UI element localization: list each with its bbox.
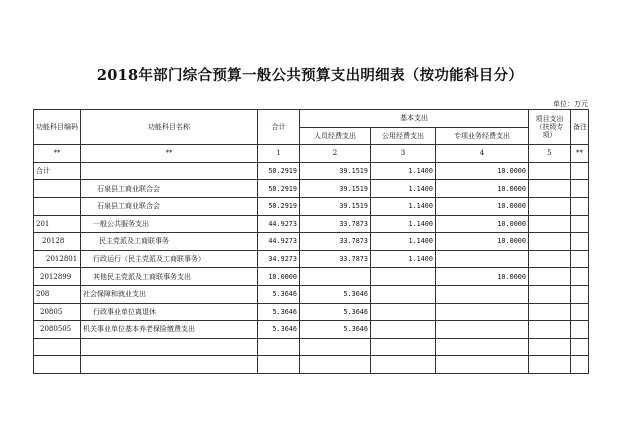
document-title: 2018年部门综合预算一般公共预算支出明细表（按功能科目分） [96,67,524,84]
row-personnel-cell: 39.1519 [300,197,371,215]
row-code-cell: 合计 [34,162,81,180]
row-personnel-cell: 5.3646 [300,285,371,303]
row-project-cell [529,162,571,180]
header-row-1 [34,110,589,128]
index-cell: 2 [300,145,371,163]
row-code-cell: 20128 [34,233,81,251]
table-row [34,285,589,303]
row-personnel-cell: 39.1519 [300,162,371,180]
index-cell: 4 [436,145,529,163]
budget-table [33,109,589,374]
row-special-cell: 10.0000 [436,197,529,215]
row-special-cell [436,250,529,268]
row-project-cell [529,233,571,251]
row-name-cell: 民主党派及工商联事务 [81,233,258,251]
row-total-cell: 44.9273 [258,233,300,251]
blank-row [34,338,589,356]
row-remark-cell [571,180,589,198]
row-code-cell: 201 [34,215,81,233]
blank-row [34,356,589,374]
row-special-cell [436,285,529,303]
header-public: 公用经费支出 [371,127,436,145]
index-cell: ** [34,145,81,163]
row-personnel-cell: 5.3646 [300,303,371,321]
row-name-cell: 行政事业单位离退休 [81,303,258,321]
row-code-cell [34,180,81,198]
row-remark-cell [571,215,589,233]
header-code: 功能科目编码 [34,110,81,145]
table-row [34,250,589,268]
blank-rows [34,338,589,373]
row-code-cell: 2012801 [34,250,81,268]
index-row [34,145,589,163]
row-project-cell [529,285,571,303]
header-total: 合计 [258,110,300,145]
table-row [34,268,589,286]
row-remark-cell [571,250,589,268]
row-public-cell: 1.1400 [371,180,436,198]
row-total-cell: 5.3646 [258,285,300,303]
row-name-cell: 社会保障和就业支出 [81,285,258,303]
row-personnel-cell: 33.7873 [300,233,371,251]
row-remark-cell [571,321,589,339]
row-public-cell: 1.1400 [371,215,436,233]
row-code-cell: 2012899 [34,268,81,286]
row-code-cell: 2080505 [34,321,81,339]
table-row [34,303,589,321]
table-row [34,180,589,198]
row-personnel-cell: 39.1519 [300,180,371,198]
row-personnel-cell: 33.7873 [300,250,371,268]
header-basic: 基本支出 [300,110,529,128]
row-name-cell: 其他民主党派及工商联事务支出 [81,268,258,286]
table-row [34,197,589,215]
row-public-cell [371,285,436,303]
row-special-cell: 10.0000 [436,233,529,251]
row-project-cell [529,250,571,268]
row-total-cell: 10.0000 [258,268,300,286]
row-total-cell: 5.3646 [258,303,300,321]
row-public-cell: 1.1400 [371,197,436,215]
row-special-cell: 10.0000 [436,180,529,198]
row-name-cell: 行政运行（民主党派及工商联事务） [81,250,258,268]
row-project-cell [529,303,571,321]
header-project: 项目支出（扶级专项） [529,110,571,145]
header-name: 功能科目名称 [81,110,258,145]
row-name-cell: 机关事业单位基本养老保险缴费支出 [81,321,258,339]
row-special-cell: 10.0000 [436,215,529,233]
row-remark-cell [571,197,589,215]
row-remark-cell [571,233,589,251]
row-public-cell: 1.1400 [371,162,436,180]
row-project-cell [529,197,571,215]
row-public-cell [371,268,436,286]
row-total-cell: 44.9273 [258,215,300,233]
table-row [34,215,589,233]
row-personnel-cell: 5.3646 [300,321,371,339]
row-code-cell: 208 [34,285,81,303]
row-special-cell: 10.0000 [436,268,529,286]
row-personnel-cell [300,268,371,286]
row-project-cell [529,180,571,198]
index-cell: 3 [371,145,436,163]
header-remark: 备注 [571,110,589,145]
row-project-cell [529,268,571,286]
table-row [34,233,589,251]
row-public-cell [371,321,436,339]
row-total-cell: 34.9273 [258,250,300,268]
row-personnel-cell: 33.7873 [300,215,371,233]
row-special-cell [436,321,529,339]
row-remark-cell [571,285,589,303]
row-remark-cell [571,268,589,286]
row-code-cell: 20805 [34,303,81,321]
row-name-cell: 石泉县工商业联合会 [81,180,258,198]
row-name-cell: 一般公共服务支出 [81,215,258,233]
row-name-cell: 石泉县工商业联合会 [81,197,258,215]
row-public-cell: 1.1400 [371,233,436,251]
index-cell: ** [571,145,589,163]
table-body [34,162,589,338]
row-special-cell [436,303,529,321]
row-special-cell: 10.0000 [436,162,529,180]
index-cell: ** [81,145,258,163]
header-special: 专项业务经费支出 [436,127,529,145]
row-total-cell: 50.2919 [258,162,300,180]
row-project-cell [529,321,571,339]
row-remark-cell [571,303,589,321]
header-personnel: 人员经费支出 [300,127,371,145]
row-code-cell [34,197,81,215]
row-total-cell: 50.2919 [258,180,300,198]
unit-label: 单位：万元 [553,100,588,108]
table-row [34,321,589,339]
row-total-cell: 5.3646 [258,321,300,339]
index-cell: 1 [258,145,300,163]
row-total-cell: 50.2919 [258,197,300,215]
row-name-cell [81,162,258,180]
row-public-cell [371,303,436,321]
row-project-cell [529,215,571,233]
row-remark-cell [571,162,589,180]
row-public-cell: 1.1400 [371,250,436,268]
index-cell: 5 [529,145,571,163]
table-row [34,162,589,180]
